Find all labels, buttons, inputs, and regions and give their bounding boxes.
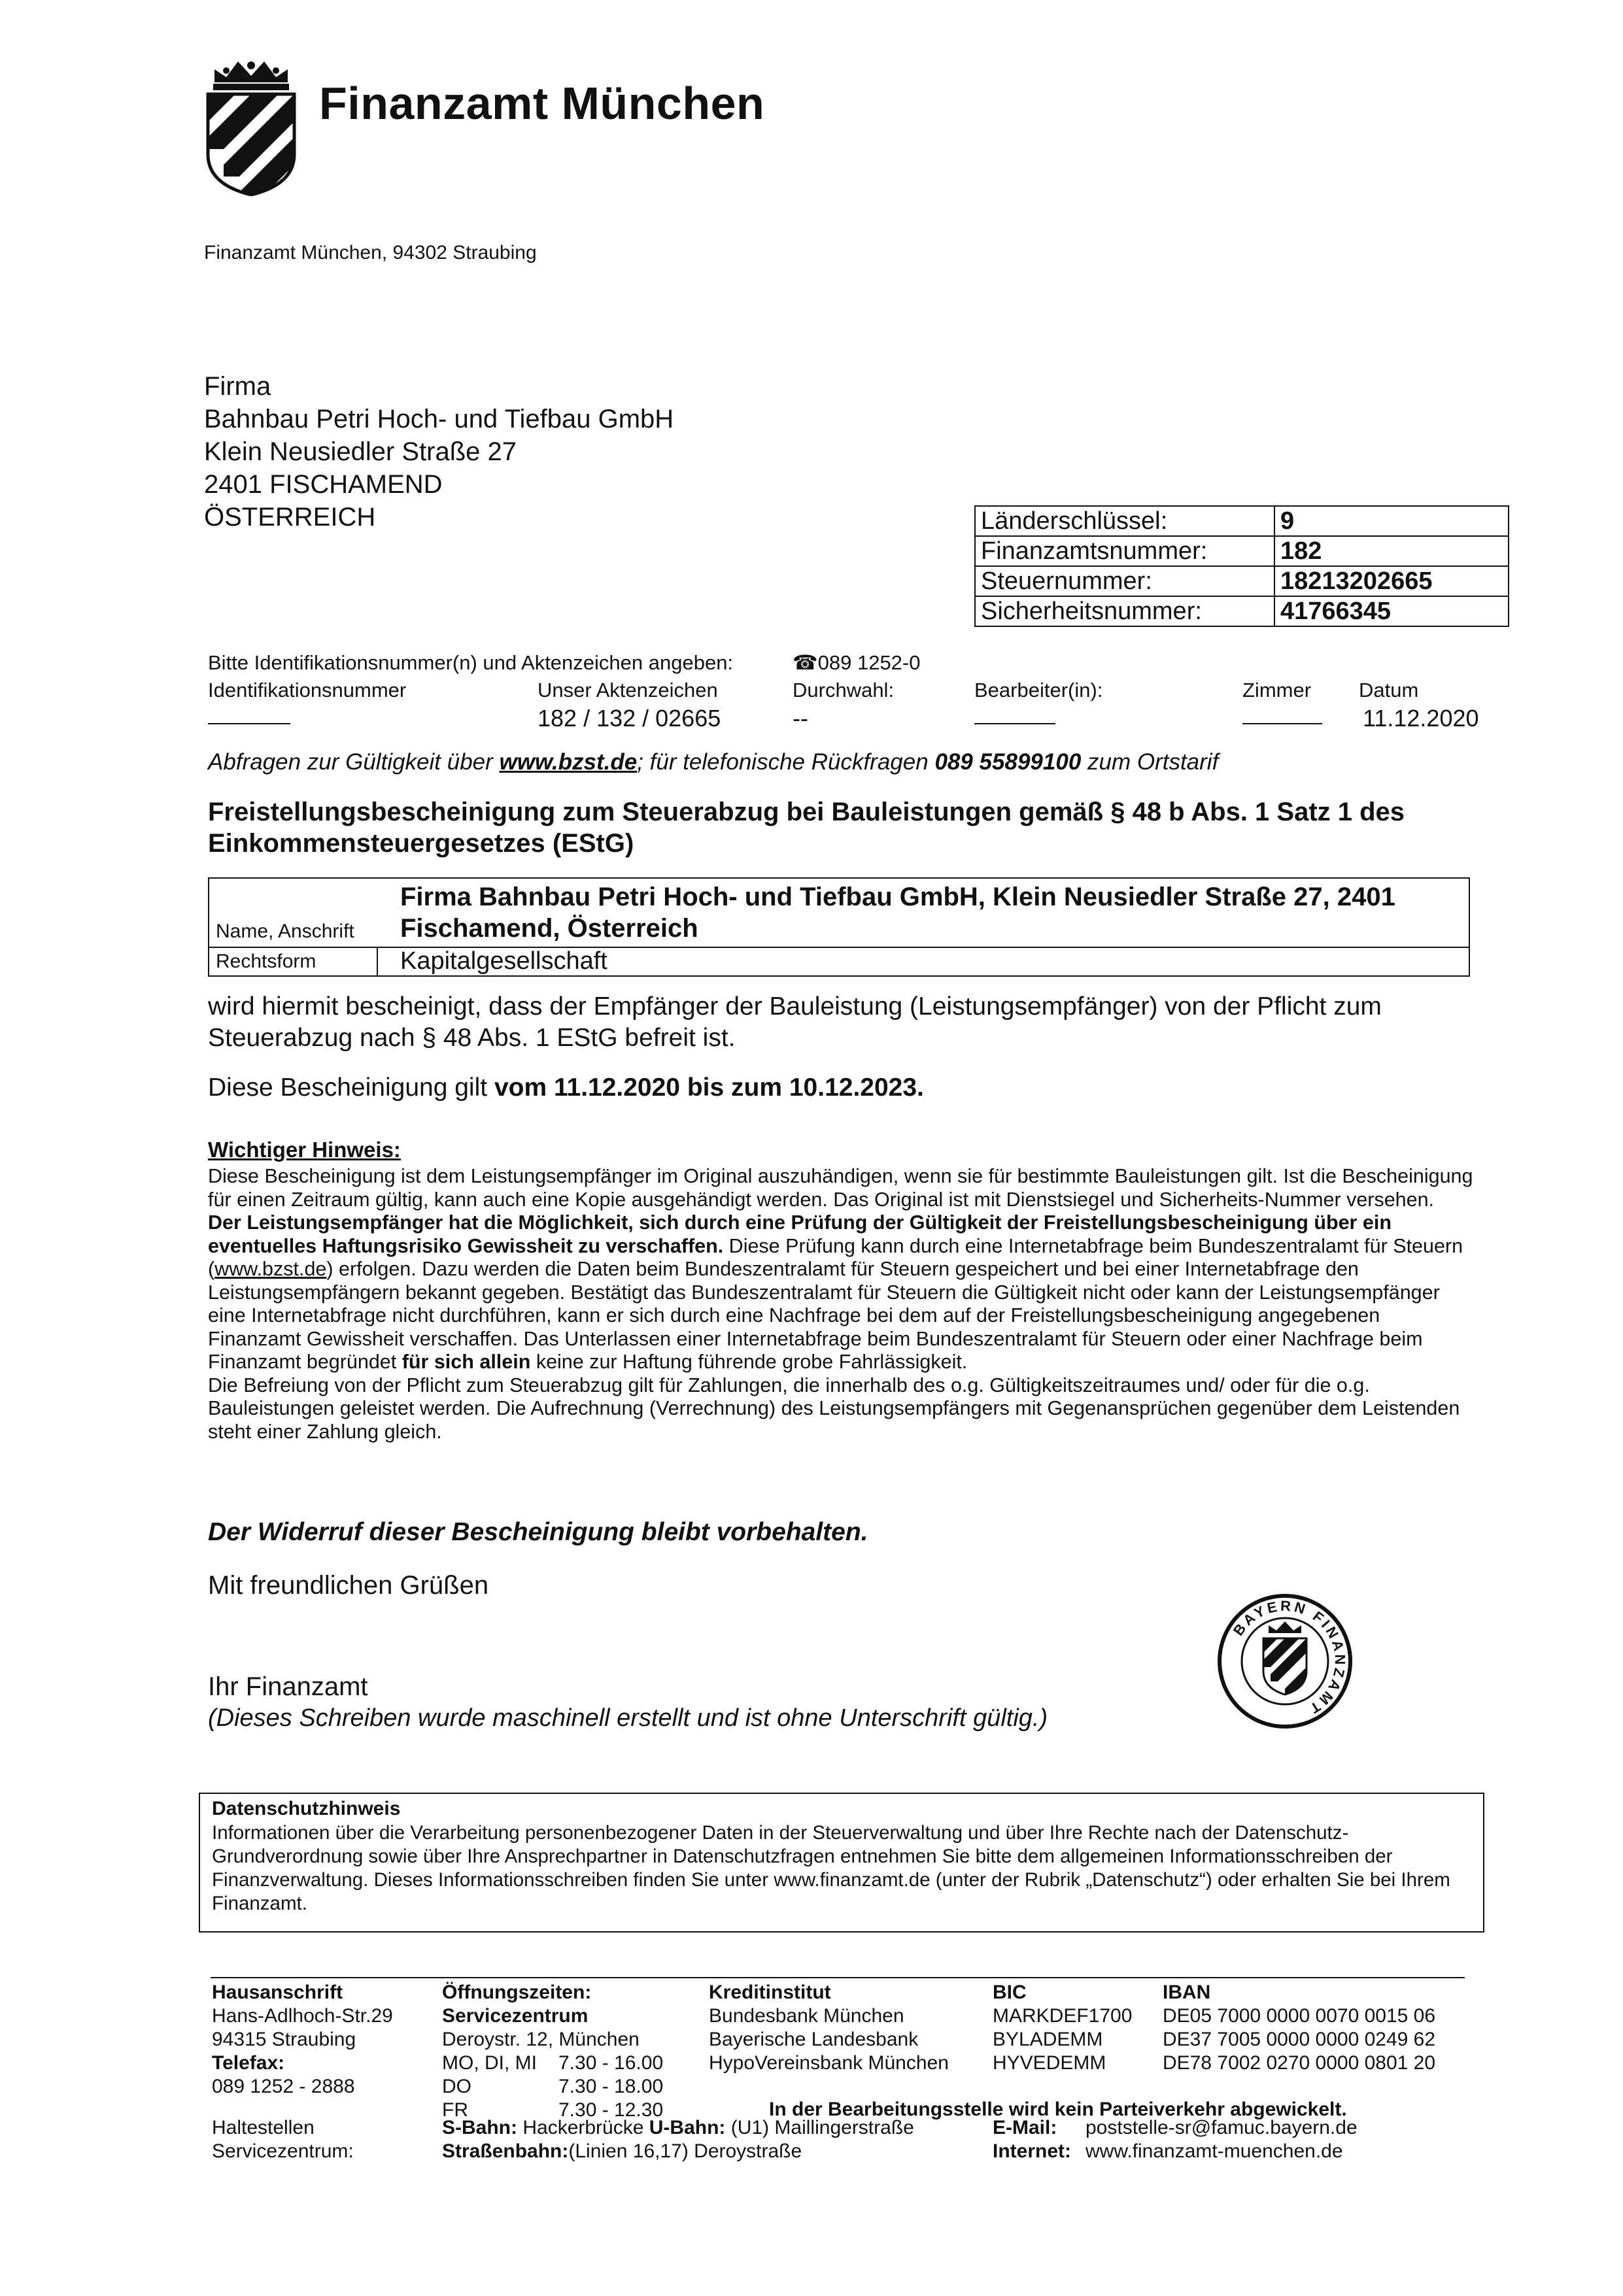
query-middle: ; für telefonische Rückfragen [637, 749, 935, 775]
sbahn-label: S-Bahn: [442, 2117, 517, 2138]
footer-opening-hours [442, 1981, 663, 2122]
recipient-line: Klein Neusiedler Straße 27 [204, 437, 517, 466]
label-date: Datum [1359, 679, 1419, 701]
machine-generated-note: (Dieses Schreiben wurde maschinell erstellt und ist ohne Unterschrift gültig.) [208, 1704, 1048, 1732]
privacy-notice-box [199, 1793, 1484, 1933]
time: 7.30 - 18.00 [558, 2076, 664, 2097]
bank-name: Bayerische Landesbank [709, 2029, 919, 2050]
bank-bic: MARKDEF1700 [993, 2005, 1133, 2027]
notice-text [208, 1165, 1477, 1443]
tram-label: Straßenbahn: [442, 2140, 569, 2162]
ubahn-label: U-Bahn: [649, 2117, 726, 2138]
privacy-text: Informationen über die Verarbeitung personenbezogener Daten in der Steuerverwaltung und über Ihre Rechte nach der Datenschutz-Grundverordnung sowie über Ihre Ansprechpartner in Datenschutzfragen entnehmen Sie bitte dem allgemeinen Informationsschreiben der Finanzverwaltung. Dieses Informationsschreiben finden Sie unter www.finanzamt.de (unter der Rubrik „Datenschutz“) oder erhalten Sie bei Ihrem Finanzamt. [212, 1822, 1450, 1914]
day: FR [442, 2099, 468, 2121]
recipient-line: 2401 FISCHAMEND [204, 470, 443, 499]
footer-heading: Hausanschrift [212, 1982, 343, 2003]
bzst-link[interactable]: www.bzst.de [499, 749, 638, 775]
footer-banks [709, 1981, 949, 2075]
divider [377, 947, 378, 975]
query-prefix: Abfragen zur Gültigkeit über [208, 749, 500, 775]
recipient-address [204, 370, 674, 533]
notice-paragraph: Diese Bescheinigung ist dem Leistungsempfänger im Original auszuhändigen, wenn sie für bestimmte Bauleistungen gilt. Ist die Bescheinigung für einen Zeitraum gültig, kann auch eine Kopie ausgehändigt werden. Das Original ist mit Dienstsiegel und Sicherheits-Nummer versehen. [208, 1165, 1473, 1211]
bank-iban: DE05 7000 0000 0070 0015 06 [1163, 2005, 1436, 2027]
file-number: 182 / 132 / 02665 [538, 705, 721, 732]
key-value: 182 [1274, 536, 1509, 566]
bayern-finanzamt-seal-icon [1216, 1593, 1354, 1730]
sbahn-stop: Hackerbrücke [522, 2117, 644, 2138]
table-row [975, 506, 1509, 536]
recipient-line: Firma [204, 372, 271, 401]
footer-iban [1163, 1981, 1435, 2075]
day: MO, DI, MI [442, 2052, 537, 2074]
greeting: Mit freundlichen Grüßen [208, 1571, 489, 1600]
query-phone: 089 55899100 [934, 749, 1082, 775]
return-address: Finanzamt München, 94302 Straubing [204, 242, 537, 263]
bank-iban: DE37 7005 0000 0000 0249 62 [1163, 2029, 1436, 2050]
footer-heading: Telefax: [212, 2052, 285, 2074]
recipient-line: ÖSTERREICH [204, 503, 376, 532]
label-identification: Identifikationsnummer [208, 679, 407, 701]
notice-text-part: keine zur Haftung führende grobe Fahrlässigkeit. [530, 1351, 968, 1373]
validity-period [208, 1073, 924, 1102]
no-public-traffic-note: In der Bearbeitungsstelle wird kein Parteiverkehr abgewickelt. [769, 2099, 1347, 2120]
name-address-value: Firma Bahnbau Petri Hoch- und Tiefbau GmbH, Klein Neusiedler Straße 27, 2401 Fischamend, Österreich [400, 883, 1395, 943]
phone-main [793, 651, 921, 675]
tram-stop: (Linien 16,17) Deroystraße [568, 2140, 802, 2162]
reference-instruction: Bitte Identifikationsnummer(n) und Aktenzeichen angeben: [208, 651, 734, 674]
legal-form-value: Kapitalgesellschaft [400, 947, 607, 975]
time: 7.30 - 12.30 [558, 2099, 664, 2121]
tram [442, 2140, 802, 2163]
key-label: Sicherheitsnummer: [975, 596, 1274, 626]
notice-paragraph: Die Befreiung von der Pflicht zum Steuerabzug gilt für Zahlungen, die innerhalb des o.g. Gültigkeitszeitraumes und/ oder für die o.g. Bauleistungen geleistet werden. Die Aufrechnung (Verrechnung) des Leistungsempfängers mit Gegenansprüchen gegenüber dem Leistenden steht einer Zahlung gleich. [208, 1374, 1460, 1443]
notice-text-part: ) erfolgen. Dazu werden die Daten beim Bundeszentralamt für Steuern gespeichert und bei einer Internetabfrage den Leistungsempfängern bekannt gegeben. Bestätigt das Bundeszentralamt für Steuern die Gültigkeit nicht oder kann der Leistungsempfänger eine Internetabfrage nicht durchführen, kann er sich durch eine Nachfrage bei dem auf der Freistellungsbescheinigung angegebenen Finanzamt Gewissheit verschaffen. Das Unterlassen einer Internetabfrage beim Bundeszentralamt für Steuern oder einer Nachfrage beim Finanzamt begründet [208, 1258, 1440, 1373]
bank-bic: BYLADEMM [993, 2029, 1103, 2050]
signature-office: Ihr Finanzamt [208, 1672, 368, 1701]
footer-text: Deroystr. 12, München [442, 2029, 640, 2050]
hours-row [442, 2075, 663, 2099]
recipient-line: Bahnbau Petri Hoch- und Tiefbau GmbH [204, 405, 674, 433]
certification-text: wird hiermit bescheinigt, dass der Empfänger der Bauleistung (Leistungsempfänger) von der Pflicht zum Steuerabzug nach § 48 Abs. 1 EStG befreit ist. [208, 992, 1382, 1052]
direct-dial-value: -- [793, 705, 808, 732]
tax-keys-table [974, 505, 1509, 627]
query-suffix: zum Ortstarif [1081, 749, 1219, 775]
label-direct-dial: Durchwahl: [793, 679, 895, 701]
ubahn-stop: (U1) Maillingerstraße [730, 2117, 914, 2138]
hours-row [442, 2051, 663, 2075]
footer-heading: Servicezentrum [442, 2005, 589, 2027]
key-value: 9 [1274, 506, 1509, 536]
key-label: Steuernummer: [975, 566, 1274, 596]
web-label: Internet: [993, 2140, 1071, 2162]
revocation-note: Der Widerruf dieser Bescheinigung bleibt vorbehalten. [208, 1518, 868, 1546]
privacy-heading: Datenschutzhinweis [212, 1798, 401, 1819]
blank-room-line [1242, 723, 1322, 724]
notice-paragraph [208, 1211, 1477, 1374]
bavarian-coat-of-arms-icon [201, 56, 301, 196]
bank-name: Bundesbank München [709, 2005, 904, 2027]
legal-form-label: Rechtsform [216, 951, 316, 972]
footer-heading: BIC [993, 1982, 1027, 2003]
footer-address [212, 1981, 393, 2099]
notice-text-part: Diese Prüfung kann durch eine Internetabfrage beim Bundeszentralamt für Steuern ( [208, 1234, 1463, 1280]
footer-email [993, 2117, 1358, 2139]
table-row [975, 566, 1509, 596]
key-label: Länderschlüssel: [975, 506, 1274, 536]
key-label: Finanzamtsnummer: [975, 536, 1274, 566]
phone-number: 089 1252-0 [817, 651, 921, 674]
email-label: E-Mail: [993, 2117, 1057, 2138]
key-value: 18213202665 [1274, 566, 1509, 596]
name-address-label: Name, Anschrift [216, 920, 354, 942]
stops-label: Haltestellen [212, 2117, 315, 2138]
footer-bic [993, 1981, 1132, 2075]
footer-heading: IBAN [1163, 1982, 1211, 2003]
telephone-icon: ☎ [793, 651, 818, 674]
seal-text: BAYERN FINANZAMT [1229, 1597, 1349, 1718]
blank-clerk-line [974, 723, 1055, 724]
label-room: Zimmer [1242, 679, 1312, 701]
bzst-link-notice[interactable]: www.bzst.de [214, 1258, 327, 1280]
validity-query-note [208, 749, 1218, 775]
letter-date: 11.12.2020 [1363, 705, 1479, 732]
footer-text: 089 1252 - 2888 [212, 2076, 355, 2097]
sbahn-ubahn [442, 2117, 914, 2139]
bank-name: HypoVereinsbank München [709, 2052, 949, 2074]
divider [209, 947, 1469, 948]
certificate-title: Freistellungsbescheinigung zum Steuerabzug bei Bauleistungen gemäß § 48 b Abs. 1 Satz 1 des Einkommensteuergesetzes (EStG) [208, 798, 1405, 858]
notice-heading: Wichtiger Hinweis: [208, 1138, 401, 1162]
validity-prefix: Diese Bescheinigung gilt [208, 1073, 494, 1102]
stops-label: Servicezentrum: [212, 2140, 354, 2162]
footer-heading: Kreditinstitut [709, 1982, 831, 2003]
label-file-number: Unser Aktenzeichen [538, 679, 718, 701]
blank-id-line [208, 723, 290, 724]
web-link[interactable]: www.finanzamt-muenchen.de [1085, 2140, 1343, 2162]
bank-iban: DE78 7002 0270 0000 0801 20 [1163, 2052, 1436, 2074]
validity-range: vom 11.12.2020 bis zum 10.12.2023. [494, 1073, 924, 1102]
footer-web [993, 2140, 1343, 2163]
footer-text: Hans-Adlhoch-Str.29 [212, 2005, 393, 2027]
table-row [975, 536, 1509, 566]
email-link[interactable]: poststelle-sr@famuc.bayern.de [1085, 2117, 1358, 2138]
notice-bold: Der Leistungsempfänger hat die Möglichkeit, sich durch eine Prüfung der Gültigkeit der Freistellungsbescheinigung über ein eventuelles Haftungsrisiko Gewissheit zu verschaffen. [208, 1211, 1392, 1257]
office-title: Finanzamt München [319, 78, 765, 129]
firm-details-box [208, 877, 1470, 977]
notice-bold: für sich allein [401, 1351, 531, 1373]
footer-heading: Öffnungszeiten: [442, 1982, 592, 2003]
label-clerk: Bearbeiter(in): [974, 679, 1103, 701]
time: 7.30 - 16.00 [558, 2052, 664, 2074]
table-row [975, 596, 1509, 626]
bank-bic: HYVEDEMM [993, 2052, 1106, 2074]
footer-text: 94315 Straubing [212, 2029, 356, 2050]
footer-divider [211, 1977, 1465, 1978]
key-value: 41766345 [1274, 596, 1509, 626]
day: DO [442, 2076, 471, 2097]
